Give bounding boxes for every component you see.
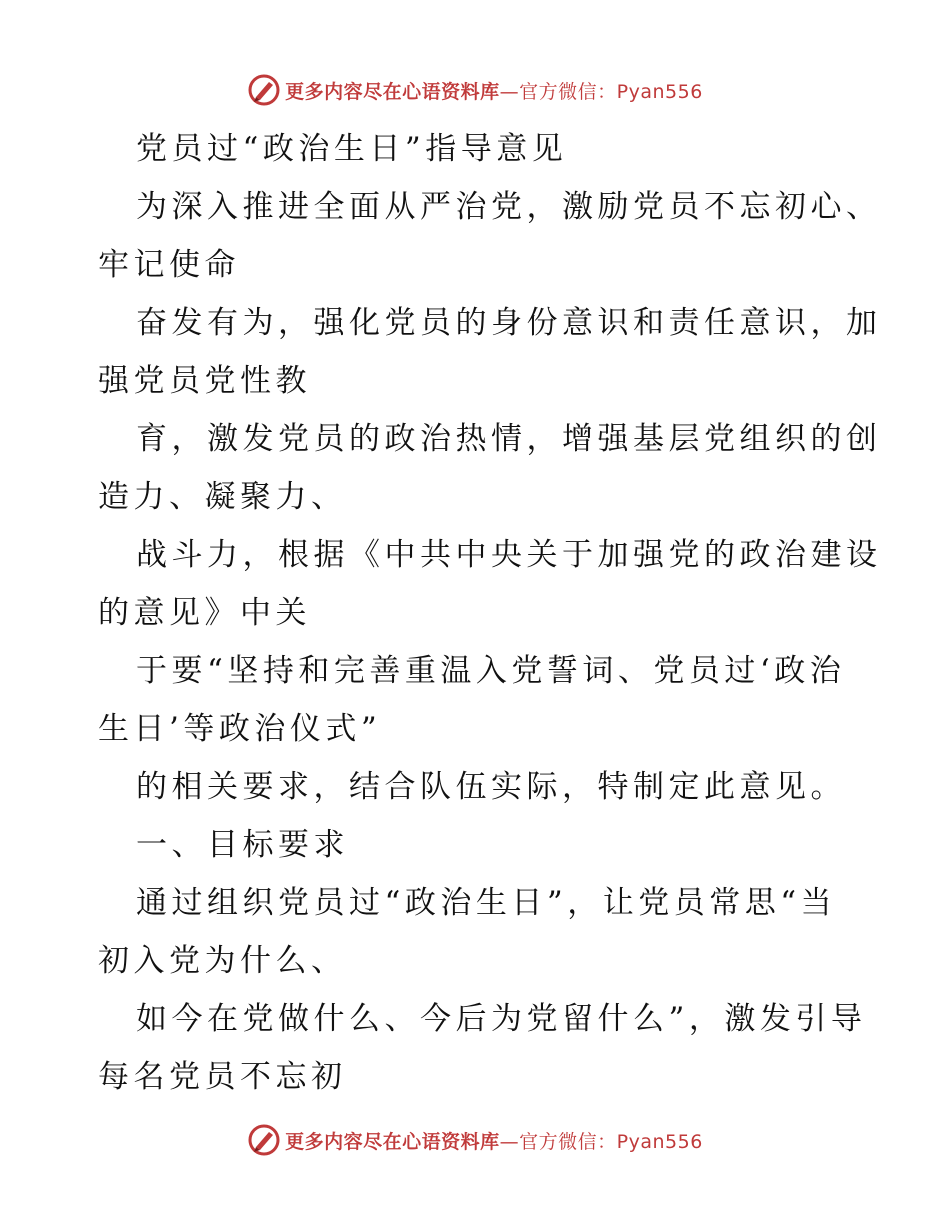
paragraph-line: 如今在党做什么、今后为党留什么”，激发引导 <box>136 1001 867 1037</box>
paragraph-line: 奋发有为，强化党员的身份意识和责任意识，加 <box>136 305 882 341</box>
pen-logo-icon <box>247 73 281 107</box>
paragraph-line: 每名党员不忘初 <box>98 1059 347 1095</box>
footer-dash: — <box>499 1130 520 1153</box>
paragraph-line: 于要“坚持和完善重温入党誓词、党员过‘政治 <box>136 653 846 689</box>
paragraph-line: 造力、凝聚力、 <box>98 479 347 515</box>
header-dash: — <box>499 80 520 103</box>
paragraph-line: 育，激发党员的政治热情，增强基层党组织的创 <box>136 421 882 457</box>
document-title: 党员过“政治生日”指导意见 <box>136 131 568 167</box>
footer-banner <box>0 1120 950 1160</box>
footer-wechat: 官方微信：Pyan556 <box>519 1130 703 1153</box>
paragraph-line: 牢记使命 <box>98 247 240 283</box>
paragraph-line: 的相关要求，结合队伍实际，特制定此意见。 <box>136 769 846 805</box>
footer-text <box>285 1127 703 1154</box>
paragraph-line: 为深入推进全面从严治党，激励党员不忘初心、 <box>136 189 882 225</box>
paragraph-line: 通过组织党员过“政治生日”，让党员常思“当 <box>136 885 837 921</box>
header-text <box>285 77 703 104</box>
paragraph-line: 生日’等政治仪式” <box>98 711 382 747</box>
paragraph-line: 强党员党性教 <box>98 363 311 399</box>
pen-logo-icon <box>247 1123 281 1157</box>
paragraph-line: 的意见》中关 <box>98 595 311 631</box>
header-brand: 更多内容尽在心语资料库 <box>285 80 500 103</box>
footer-brand: 更多内容尽在心语资料库 <box>285 1130 500 1153</box>
header-wechat: 官方微信：Pyan556 <box>519 80 703 103</box>
paragraph-line: 初入党为什么、 <box>98 943 347 979</box>
section-heading: 一、目标要求 <box>136 827 349 863</box>
document-body <box>98 120 882 1106</box>
paragraph-line: 战斗力，根据《中共中央关于加强党的政治建设 <box>136 537 882 573</box>
header-banner <box>0 70 950 110</box>
